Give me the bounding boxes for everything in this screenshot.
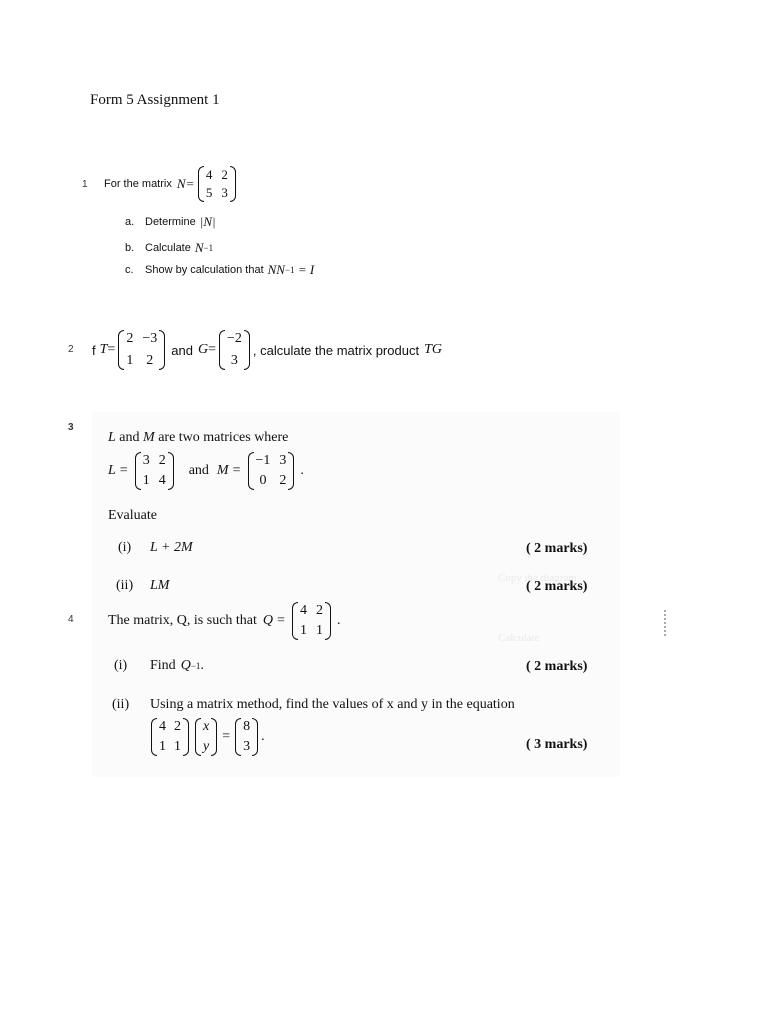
period: . <box>336 613 341 628</box>
l-name: L <box>108 463 116 478</box>
page-title: Form 5 Assignment 1 <box>90 92 220 108</box>
bleed-through-text: Copy the diagram <box>498 572 577 584</box>
part-text: Find <box>150 658 176 673</box>
superscript: −1 <box>284 265 295 275</box>
right-bracket <box>159 330 165 370</box>
question-2-number: 2 <box>68 344 74 355</box>
matrix-cell: −2 <box>226 331 242 346</box>
question-1-stem <box>104 166 239 202</box>
matrix-cell: 2 <box>315 603 323 618</box>
matrix-cells <box>124 330 159 370</box>
matrix-name: M <box>143 430 155 445</box>
right-bracket <box>325 602 331 640</box>
q2-product: TG <box>424 342 442 357</box>
matrix-cell: 3 <box>142 453 150 468</box>
q1-part-a <box>125 214 216 230</box>
bleed-through-text: Calculate <box>498 632 540 644</box>
period: . <box>300 463 304 478</box>
matrix-cells <box>201 718 211 756</box>
q2-t-name: T <box>99 342 108 357</box>
right-bracket <box>230 166 236 202</box>
question-2-stem <box>92 330 442 370</box>
matrix-cell: 0 <box>259 473 267 488</box>
superscript: −1 <box>203 243 214 253</box>
question-3-matrices <box>108 452 304 490</box>
marks-label: ( 2 marks) <box>526 659 588 674</box>
equals-sign: = <box>107 342 116 357</box>
question-3-number: 3 <box>68 422 74 433</box>
part-expression: LM <box>150 578 170 593</box>
matrix-cell: 4 <box>159 719 166 734</box>
matrix-cells <box>225 330 244 370</box>
question-4-number: 4 <box>68 614 74 625</box>
part-text: Calculate <box>145 242 191 254</box>
q1-part-b <box>125 240 213 256</box>
q1-intro: For the matrix <box>104 178 172 190</box>
part-label: b. <box>125 242 135 254</box>
part-text: Using a matrix method, find the values of x and y in the equation <box>150 697 515 712</box>
matrix-cells <box>204 166 230 202</box>
matrix-T <box>118 330 165 370</box>
matrix-M <box>248 452 295 490</box>
marks-label: ( 2 marks) <box>526 579 588 594</box>
part-math: N <box>194 240 204 255</box>
matrix-cell: 2 <box>174 719 181 734</box>
part-label: c. <box>125 264 134 276</box>
matrix-cell: 2 <box>146 353 154 368</box>
matrix-cell: 8 <box>243 719 251 734</box>
q4-equation <box>148 718 265 756</box>
matrix-cell: 4 <box>299 603 307 618</box>
matrix-cells <box>254 452 289 490</box>
matrix-name: L <box>108 430 116 445</box>
equals-sign: = <box>119 463 128 478</box>
right-bracket <box>288 452 294 490</box>
matrix-N <box>198 166 236 202</box>
matrix-cells <box>141 452 168 490</box>
matrix-cell: y <box>203 739 210 754</box>
matrix-cell: 4 <box>205 167 213 182</box>
part-math-tail: = I <box>294 262 315 277</box>
matrix-cell: 1 <box>174 739 181 754</box>
matrix-cell: 2 <box>158 453 166 468</box>
m-name: M <box>216 463 229 478</box>
q4-part-ii <box>112 697 515 713</box>
q-name: Q <box>262 613 274 628</box>
right-bracket <box>244 330 250 370</box>
matrix-cell: 1 <box>126 353 134 368</box>
question-4-intro <box>108 602 340 640</box>
q1-part-c <box>125 262 314 278</box>
equals-sign: = <box>232 463 241 478</box>
marks-label: ( 2 marks) <box>526 541 588 556</box>
matrix-cell: 5 <box>205 185 213 200</box>
equation-coefficient-matrix <box>151 718 189 756</box>
matrix-cell: 2 <box>221 167 228 182</box>
matrix-cell: x <box>203 719 210 734</box>
question-1-number: 1 <box>82 179 88 190</box>
matrix-cell: 1 <box>299 623 307 638</box>
right-bracket <box>211 718 217 756</box>
part-label: a. <box>125 216 135 228</box>
part-math: NN <box>267 262 285 277</box>
equation-result-vector <box>235 718 258 756</box>
intro-text: The matrix, Q, is such that <box>108 613 257 628</box>
q3-part-i <box>118 540 193 556</box>
marks-label: ( 3 marks) <box>526 737 588 752</box>
q4-part-i <box>114 658 204 674</box>
matrix-cell: 3 <box>221 185 228 200</box>
q3-part-ii <box>116 578 169 594</box>
part-label: (i) <box>114 658 128 673</box>
q2-prefix: f <box>92 342 96 358</box>
equals-sign: = <box>277 613 285 628</box>
superscript: −1 <box>190 661 201 671</box>
matrix-cell: 3 <box>279 453 287 468</box>
equals-sign: = <box>186 176 194 191</box>
equals-sign: = <box>208 342 216 357</box>
matrix-cell: 3 <box>230 353 238 368</box>
right-bracket <box>252 718 258 756</box>
equation-variable-vector <box>195 718 217 756</box>
q2-suffix: , calculate the matrix product <box>252 342 420 358</box>
period: . <box>200 658 204 673</box>
part-math: |N| <box>199 214 216 229</box>
part-text: Determine <box>145 216 196 228</box>
part-text: Show by calculation that <box>145 264 264 276</box>
matrix-Q <box>292 602 331 640</box>
matrix-cell: 1 <box>159 739 166 754</box>
part-label: (i) <box>118 540 132 555</box>
right-bracket <box>183 718 189 756</box>
part-label: (ii) <box>116 578 134 593</box>
matrix-cell: 3 <box>243 739 251 754</box>
and-text: and <box>171 342 193 358</box>
q1-matrix-name: N <box>176 176 186 191</box>
q2-g-name: G <box>197 342 209 357</box>
evaluate-label: Evaluate <box>108 508 157 523</box>
matrix-cell: 4 <box>158 473 166 488</box>
intro-text: and <box>115 430 144 445</box>
part-math: Q <box>180 658 191 673</box>
matrix-cells <box>241 718 252 756</box>
period: . <box>261 729 265 744</box>
right-bracket <box>168 452 174 490</box>
question-3-intro <box>108 430 288 446</box>
part-expression: L + 2M <box>150 540 193 555</box>
matrix-cell: 2 <box>126 331 134 346</box>
scan-artifact <box>664 610 668 636</box>
matrix-cell: 1 <box>315 623 323 638</box>
matrix-G <box>219 330 250 370</box>
and-text: and <box>188 463 209 478</box>
part-label: (ii) <box>112 697 130 712</box>
matrix-cells <box>298 602 325 640</box>
equals-sign: = <box>222 729 231 744</box>
intro-text: are two matrices where <box>154 430 289 445</box>
matrix-cell: 1 <box>142 473 150 488</box>
matrix-L <box>135 452 174 490</box>
matrix-cell: 2 <box>279 473 287 488</box>
matrix-cell: −3 <box>142 331 158 346</box>
matrix-cells <box>157 718 183 756</box>
matrix-cell: −1 <box>255 453 271 468</box>
